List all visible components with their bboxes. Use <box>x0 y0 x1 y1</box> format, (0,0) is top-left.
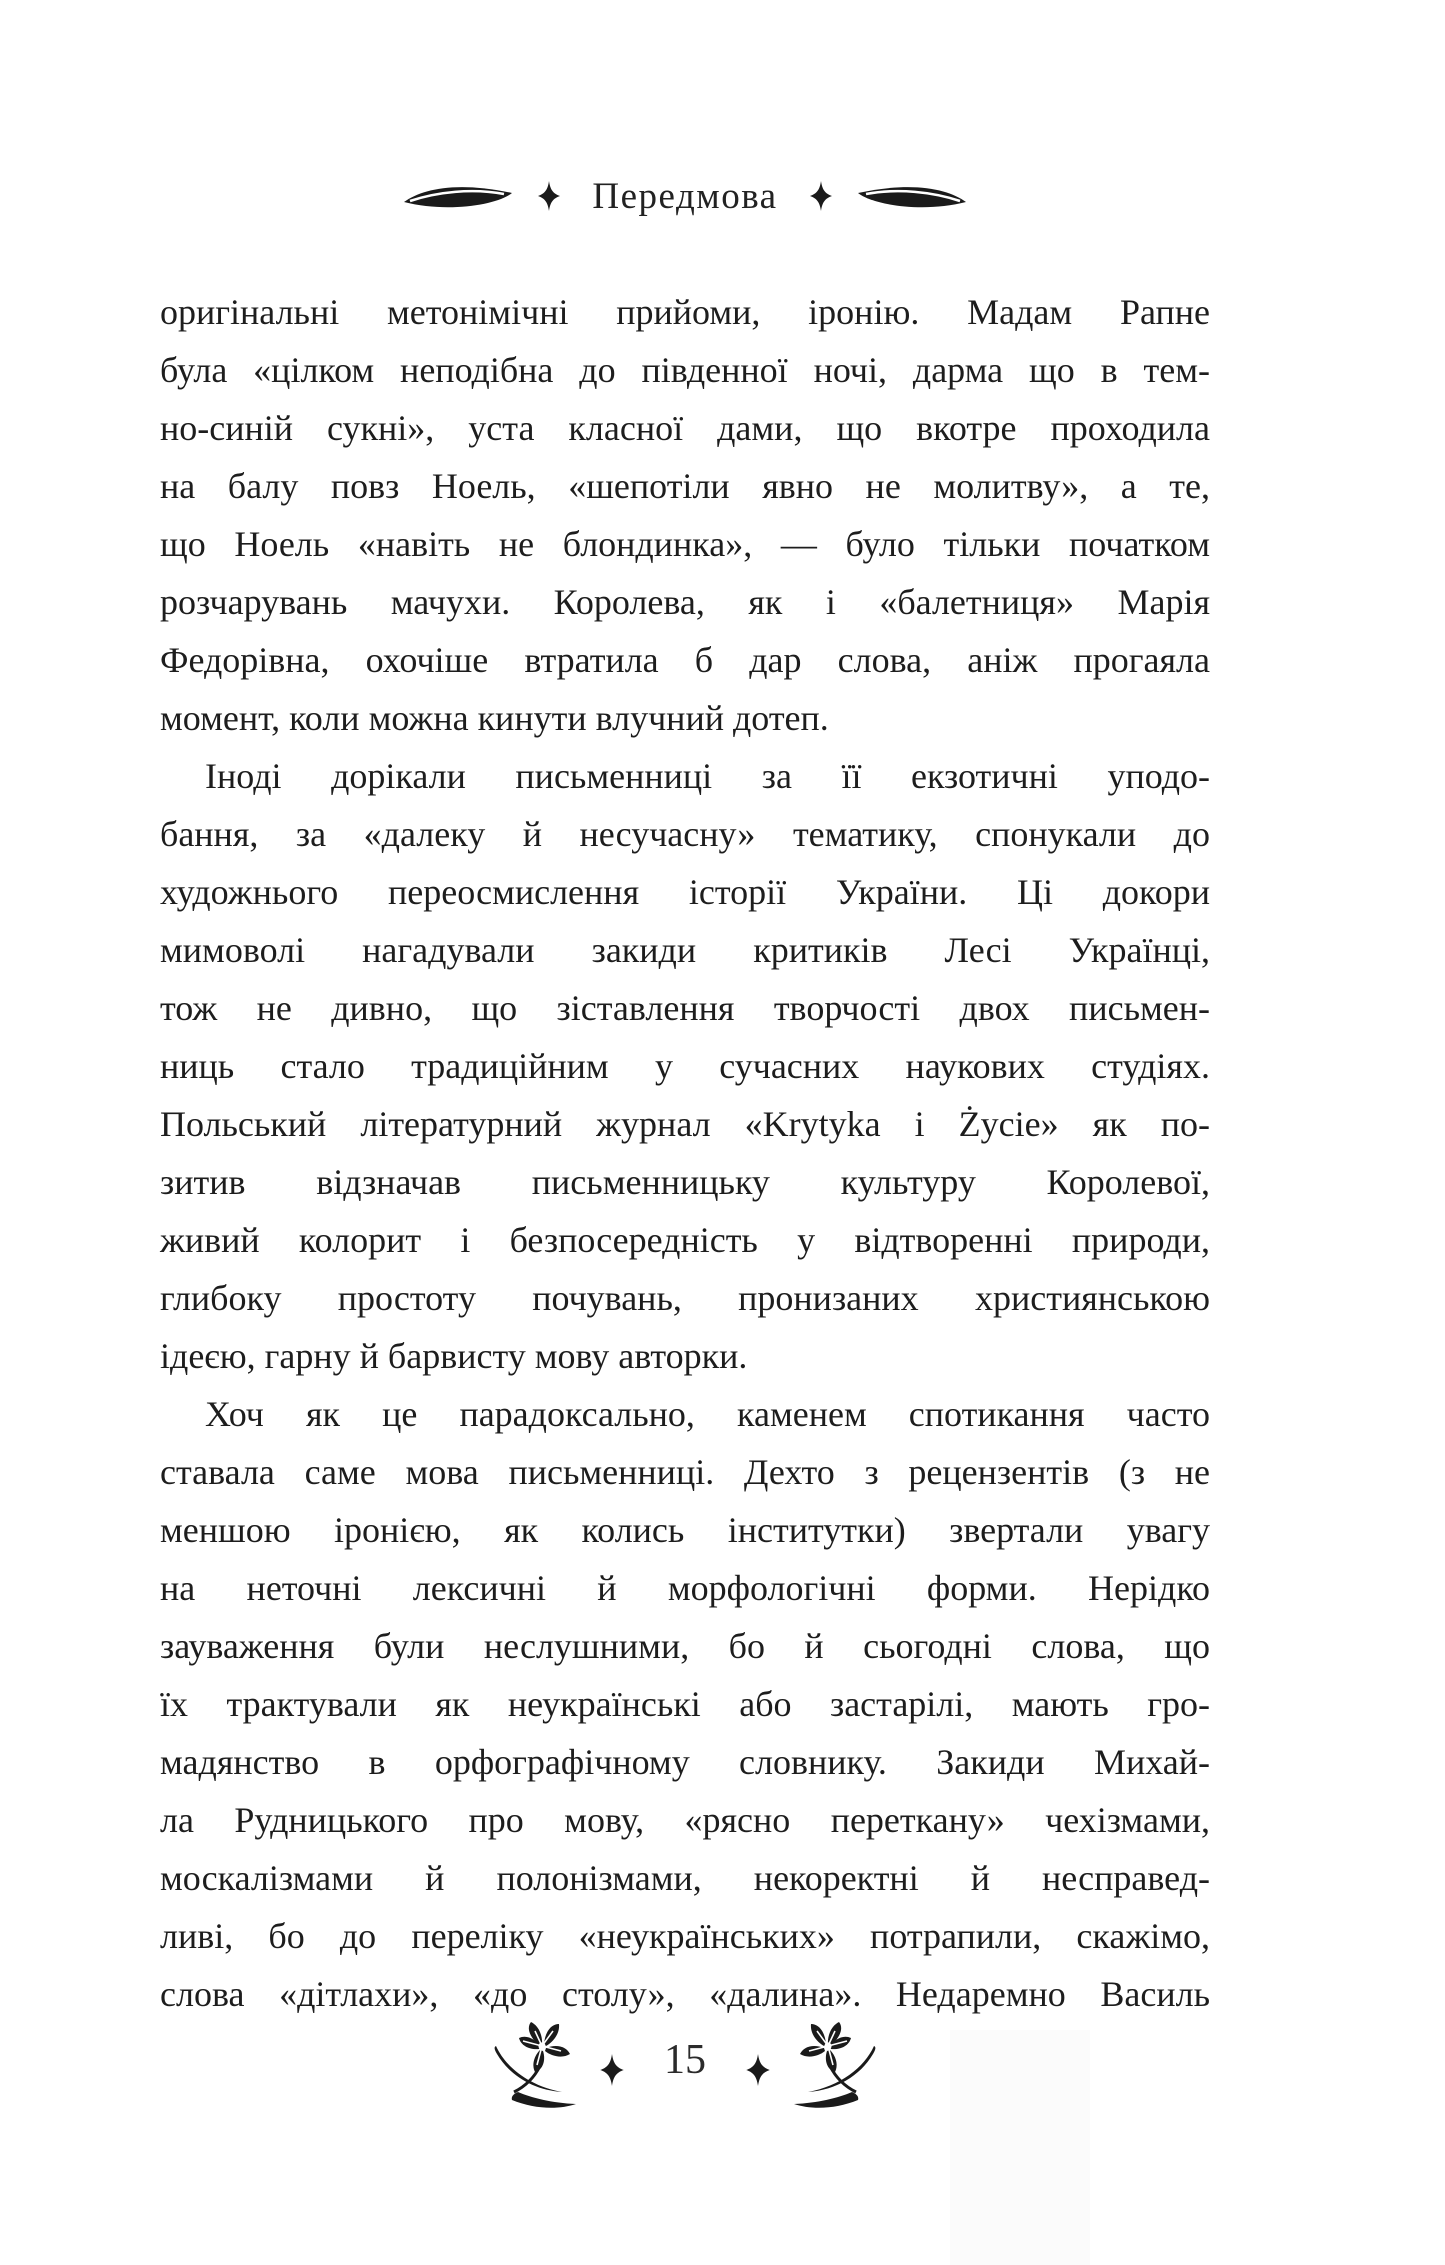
text-line: ливі, бо до переліку «неукраїнських» потрапили, скажімо, <box>160 1916 1210 1956</box>
paragraph <box>160 747 1210 1385</box>
text-line: їх трактували як неукраїнські або застарілі, мають гро- <box>160 1684 1210 1724</box>
text-line: бання, за «далеку й несучасну» тематику, спонукали до <box>160 814 1210 854</box>
text-line: розчарувань мачухи. Королева, як і «балетниця» Марія <box>160 582 1210 622</box>
paragraph <box>160 1385 1210 2023</box>
text-line: Польський літературний журнал «Krytyka i Życie» як по- <box>160 1104 1210 1144</box>
text-line: ставала саме мова письменниці. Дехто з рецензентів (з не <box>160 1452 1210 1492</box>
text-line: момент, коли можна кинути влучний дотеп. <box>160 698 829 738</box>
text-line: москалізмами й полонізмами, некоректні й несправед- <box>160 1858 1210 1898</box>
text-line: мимоволі нагадували закиди критиків Лесі Українці, <box>160 930 1210 970</box>
page-number: 15 <box>664 2037 706 2083</box>
text-line: ідеєю, гарну й барвисту мову авторки. <box>160 1336 748 1376</box>
page-title: Передмова <box>592 175 778 217</box>
diamond-star-icon <box>538 181 560 211</box>
text-line: глибоку простоту почувань, пронизаних християнською <box>160 1278 1210 1318</box>
text-line: що Ноель «навіть не блондинка», — було тільки початком <box>160 524 1210 564</box>
text-line: зауваження були неслушними, бо й сьогодні слова, що <box>160 1626 1210 1666</box>
text-line: художнього переосмислення історії України. Ці докори <box>160 872 1210 912</box>
text-line: ниць стало традиційним у сучасних наукових студіях. <box>160 1046 1210 1086</box>
text-line: Іноді дорікали письменниці за її екзотичні уподо- <box>205 756 1210 796</box>
diamond-star-icon <box>746 2054 770 2086</box>
text-line: меншою іронією, як колись інститутки) звертали увагу <box>160 1510 1210 1550</box>
flower-ornament-icon <box>780 2020 880 2116</box>
scan-artifact <box>950 2030 1090 2265</box>
text-line: оригінальні метонімічні прийоми, іронію. Мадам Рапне <box>160 292 1210 332</box>
text-line: слова «дітлахи», «до столу», «далина». Недаремно Василь <box>160 1974 1210 2014</box>
text-line: ла Рудницького про мову, «рясно переткану» чехізмами, <box>160 1800 1210 1840</box>
leaf-ornament-icon <box>856 181 968 211</box>
text-line: на неточні лексичні й морфологічні форми. Нерідко <box>160 1568 1210 1608</box>
diamond-star-icon <box>600 2054 624 2086</box>
text-line: на балу повз Ноель, «шепотіли явно не молитву», а те, <box>160 466 1210 506</box>
paragraph <box>160 283 1210 747</box>
text-line: Хоч як це парадоксально, каменем спотикання часто <box>205 1394 1210 1434</box>
body-text <box>160 283 1210 2023</box>
text-line: живий колорит і безпосередність у відтворенні природи, <box>160 1220 1210 1260</box>
text-line: зитив відзначав письменницьку культуру Королевої, <box>160 1162 1210 1202</box>
flower-ornament-icon <box>490 2020 590 2116</box>
text-line: Федорівна, охочіше втратила б дар слова, аніж прогаяла <box>160 640 1210 680</box>
diamond-star-icon <box>810 181 832 211</box>
text-line: була «цілком неподібна до південної ночі, дарма що в тем- <box>160 350 1210 390</box>
leaf-ornament-icon <box>402 181 514 211</box>
text-line: тож не дивно, що зіставлення творчості двох письмен- <box>160 988 1210 1028</box>
text-line: но-синій сукні», уста класної дами, що вкотре проходила <box>160 408 1210 448</box>
text-line: мадянство в орфографічному словнику. Закиди Михай- <box>160 1742 1210 1782</box>
chapter-header <box>160 168 1210 224</box>
